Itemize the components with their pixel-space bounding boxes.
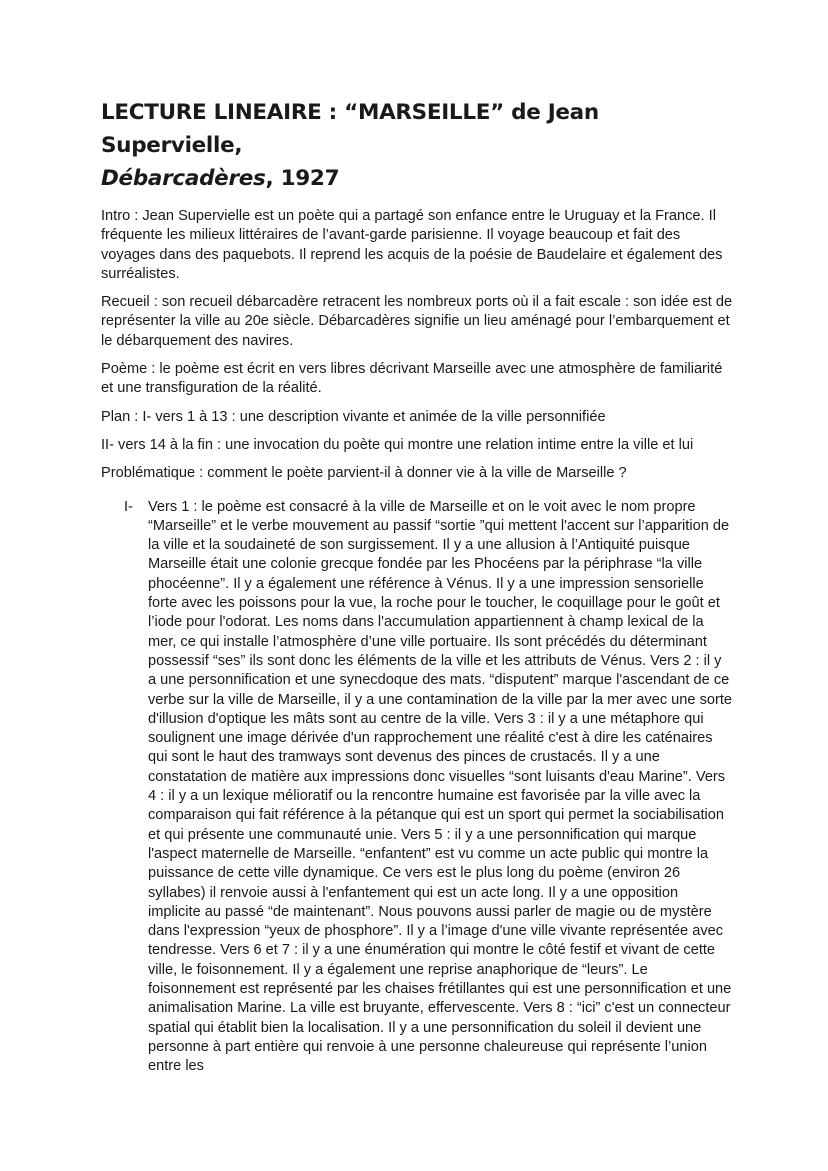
plan-paragraph: Plan : I- vers 1 à 13 : une description vivante et animée de la ville personnifiée [101, 408, 606, 425]
title-year: , 1927 [265, 166, 340, 191]
title-collection: Débarcadères [101, 166, 266, 191]
document-title [101, 96, 733, 195]
problematique-paragraph: Problématique : comment le poète parvient-il à donner vie à la ville de Marseille ? [101, 465, 627, 482]
section-one [101, 498, 733, 1077]
plan-part-two: II- vers 14 à la fin : une invocation du poète qui montre une relation intime entre la ville et lui [101, 436, 694, 453]
section-one-body: Vers 1 : le poème est consacré à la ville de Marseille et on le voit avec le nom propre “Marseille” et le verbe mouvement au passif “sortie ”qui mettent l'accent sur l’apparition de la ville et la soudaineté de son surgissement. Il y a une allusion à l’Antiquité puisque Marseille était une colonie grecque fondée par les Phocéens par la périphrase “la ville phocéenne”. Il y a également une référence à Vénus. Il y a une impression sensorielle forte avec les poissons pour la vue, la roche pour le toucher, le coquillage pour le goût et l’iode pour l'odorat. Les noms dans l'accumulation appartiennent à champ lexical de la mer, ce qui installe l’atmosphère d’une ville portuaire. Ils sont précédés du déterminant possessif “ses” ils sont donc les éléments de la ville et les attributs de Vénus. Vers 2 : il y a une personnification et une synecdoque des mats. “disputent” marque l'ascendant de ce verbe sur la ville de Marseille, il y a une contamination de la ville par la mer avec une sorte d'illusion d'optique les mâts sont au centre de la ville. Vers 3 : il y a une métaphore qui soulignent une image dérivée d'un rapprochement une réalité c'est à dire les caténaires qui sont le haut des tramways sont devenus des pinces de crustacés. Il y a une constatation de matière aux impressions donc visuelles “sont luisants d'eau Marine”. Vers 4 : il y a un lexique mélioratif ou la rencontre humaine est favorisée par la ville avec la comparaison qui fait référence à la pétanque qui est un sport qui permet la sociabilisation et qui présente une communauté unie. Vers 5 : il y a une personnification qui marque l'aspect maternelle de Marseille. “enfantent” est vu comme un acte public qui montre la puissance de cette ville dynamique. Ce vers est le plus long du poème (environ 26 syllabes) il renvoie aussi à l'enfantement qui est un acte long. Il y a une opposition implicite au passé “de maintenant”. Nous pouvons aussi parler de magie ou de mystère dans l'expression “yeux de phosphore”. Il y a l’image d'une ville vivante représentée avec tendresse. Vers 6 et 7 : il y a une énumération qui montre le côté festif et vivant de cette ville, le foisonnement. Il y a également une reprise anaphorique de “leurs”. Le foisonnement est représenté par les chaises frétillantes qui est une personnification et une animalisation Marine. La ville est bruyante, effervescente. Vers 8 : “ici” c'est un connecteur spatial qui établit bien la localisation. Il y a une personnification du soleil il devient une personne à part entière qui renvoie à une personne chaleureuse qui représente l’union entre les [148, 498, 733, 1075]
poeme-paragraph: Poème : le poème est écrit en vers libres décrivant Marseille avec une atmosphère de familiarité et une transfiguration de la réalité. [101, 361, 723, 397]
intro-paragraph: Intro : Jean Supervielle est un poète qui a partagé son enfance entre le Uruguay et la France. Il fréquente les milieux littéraires de l’avant-garde parisienne. Il voyage beaucoup et fait des voyages dans des paquebots. Il reprend les acquis de la poésie de Baudelaire et également des surréalistes. [101, 208, 723, 282]
document-page [101, 96, 733, 1076]
recueil-paragraph: Recueil : son recueil débarcadère retracent les nombreux ports où il a fait escale : son idée est de représenter la ville au 20e siècle. Débarcadères signifie un lieu aménagé pour l’embarquement et le débarquement des navires. [101, 294, 733, 349]
section-marker: I- [124, 498, 133, 515]
title-main: LECTURE LINEAIRE : “MARSEILLE” de Jean Supervielle, [101, 100, 599, 158]
